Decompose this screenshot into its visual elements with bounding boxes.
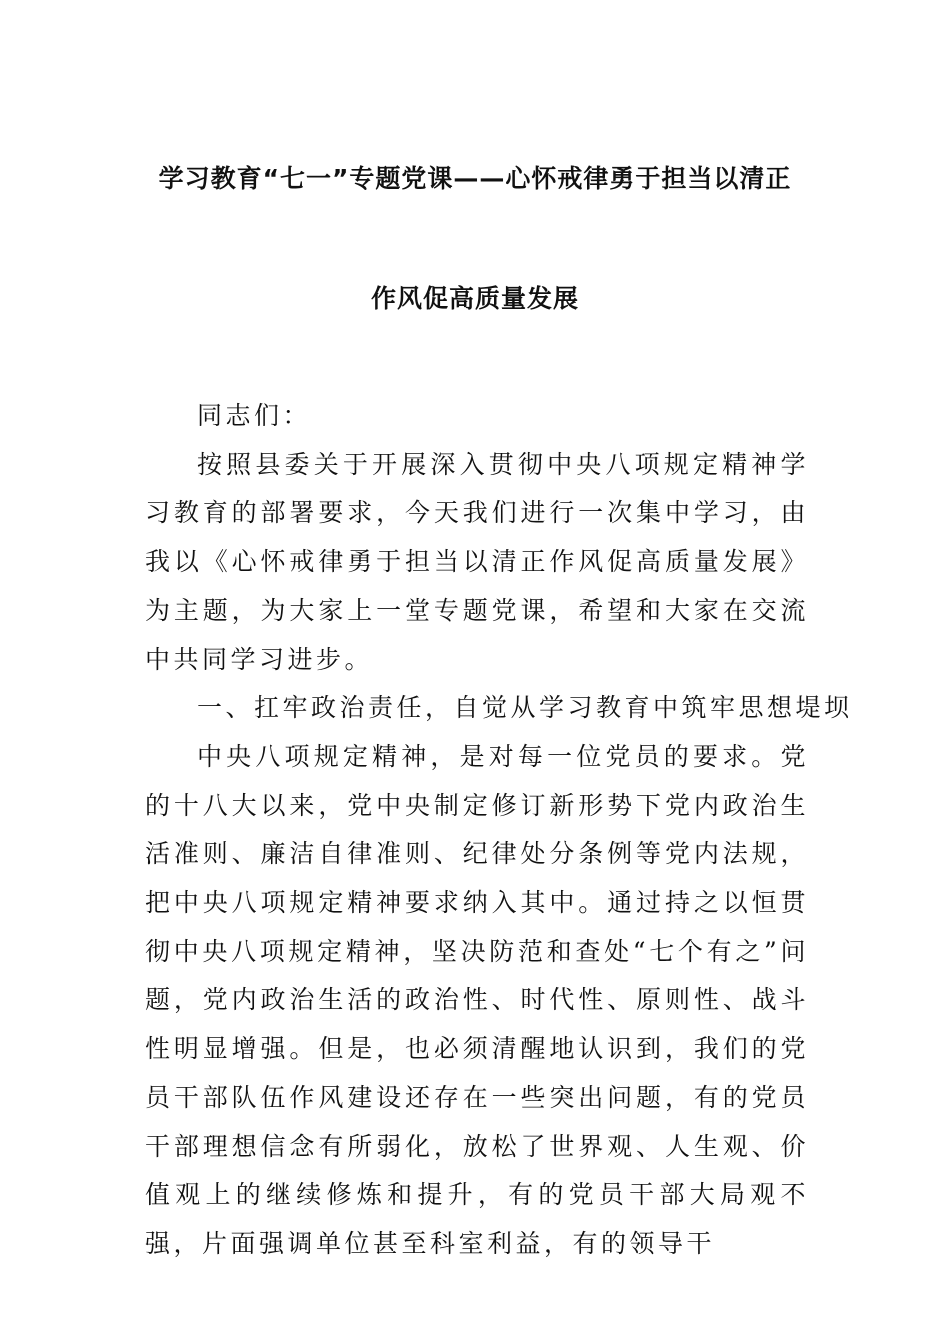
document-title-line-1: 学习教育“七一”专题党课——心怀戒律勇于担当以清正 xyxy=(158,164,792,193)
document-body xyxy=(145,392,853,1269)
document-title-line-2: 作风促高质量发展 xyxy=(370,284,579,313)
section-1-heading: 一、扛牢政治责任，自觉从学习教育中筑牢思想堤坝 xyxy=(197,693,853,723)
salutation: 同志们： xyxy=(197,401,312,430)
intro-paragraph: 按照县委关于开展深入贯彻中央八项规定精神学习教育的部署要求，今天我们进行一次集中学习，由我以《心怀戒律勇于担当以清正作风促高质量发展》为主题，为大家上一堂专题党课，希望和大家在交流中共同学习进步。 xyxy=(145,449,809,674)
section-1-paragraph: 中央八项规定精神，是对每一位党员的要求。党的十八大以来，党中央制定修订新形势下党内政治生活准则、廉洁自律准则、纪律处分条例等党内法规，把中央八项规定精神要求纳入其中。通过持之以恒贯彻中央八项规定精神，坚决防范和查处“七个有之”问题，党内政治生活的政治性、时代性、原则性、战斗性明显增强。但是，也必须清醒地认识到，我们的党员干部队伍作风建设还存在一些突出问题，有的党员干部理想信念有所弱化，放松了世界观、人生观、价值观上的继续修炼和提升，有的党员干部大局观不强，片面强调单位甚至科室利益，有的领导干 xyxy=(145,741,809,1258)
